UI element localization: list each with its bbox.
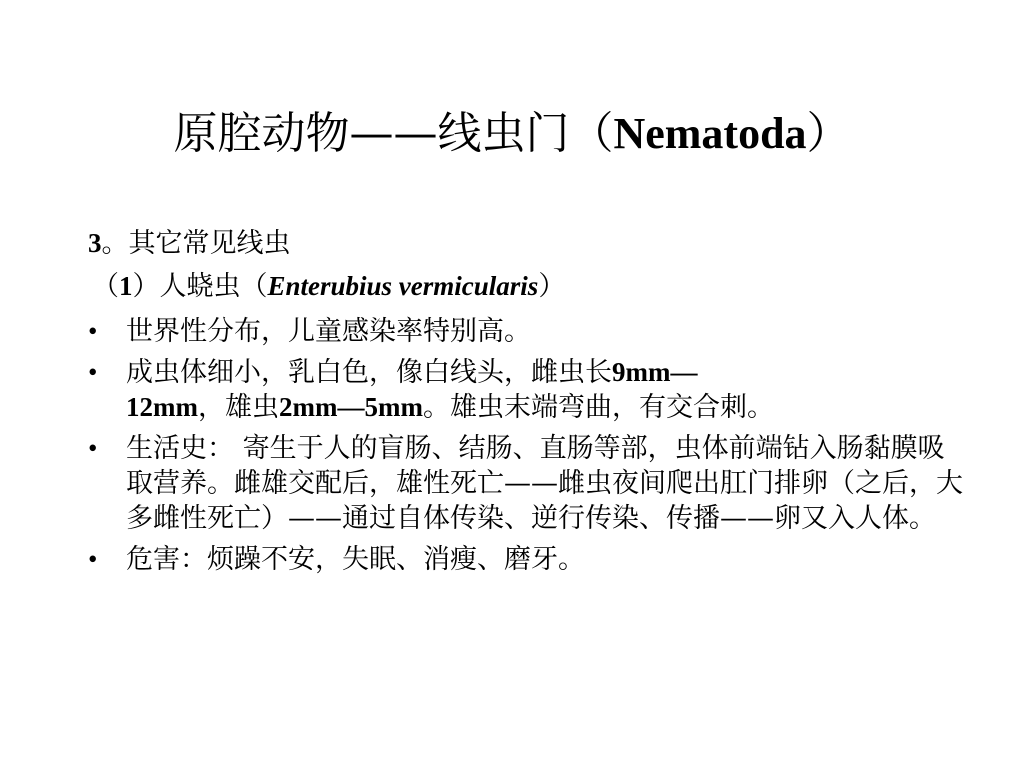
slide-body <box>88 222 968 577</box>
bullet-measure-1: 9mm— <box>612 357 698 387</box>
bullet-list <box>88 314 968 577</box>
subsection-latin-name: Enterubius vermicularis <box>267 271 539 301</box>
subsection-open-paren: （ <box>92 271 119 302</box>
bullet-marker: • <box>88 316 98 346</box>
title-chinese: 原腔动物——线虫门（ <box>173 108 614 159</box>
bullet-item-distribution <box>88 314 968 349</box>
subsection-heading <box>92 265 968 308</box>
bullet-item-life-history <box>88 431 968 536</box>
bullet-item-harm <box>88 542 968 577</box>
bullet-text-part1: 成虫体细小，乳白色，像白线头，雌虫长 <box>126 357 612 388</box>
section-number: 3 <box>88 228 102 258</box>
title-latin-name: Nematoda <box>613 109 807 158</box>
bullet-text: 危害：烦躁不安，失眠、消瘦、磨牙。 <box>126 544 585 575</box>
subsection-name: ）人蛲虫（ <box>132 271 268 302</box>
subsection-number: 1 <box>119 271 133 301</box>
bullet-measure-2: 12mm <box>126 392 198 422</box>
bullet-text-part3: 。雄虫末端弯曲，有交合刺。 <box>422 392 774 423</box>
bullet-text: 生活史： 寄生于人的盲肠、结肠、直肠等部，虫体前端钻入肠黏膜吸取营养。雌雄交配后，雄性死亡——雌虫夜间爬出肛门排卵（之后，大多雌性死亡）——通过自体传染、逆行传染、传播——卵又入人体。 <box>126 433 963 534</box>
bullet-measure-3: 2mm—5mm <box>278 392 423 422</box>
section-heading-text: 。其它常见线虫 <box>101 228 291 259</box>
subsection-close-paren: ） <box>538 271 566 302</box>
bullet-text-part2: ，雄虫 <box>197 392 279 423</box>
bullet-marker: • <box>88 433 98 463</box>
bullet-marker: • <box>88 357 98 387</box>
section-heading <box>88 222 968 265</box>
bullet-item-morphology <box>88 355 968 425</box>
bullet-text: 世界性分布，儿童感染率特别高。 <box>126 316 531 347</box>
bullet-marker: • <box>88 544 98 574</box>
slide-title <box>0 104 1024 164</box>
title-close-paren: ） <box>806 108 851 159</box>
